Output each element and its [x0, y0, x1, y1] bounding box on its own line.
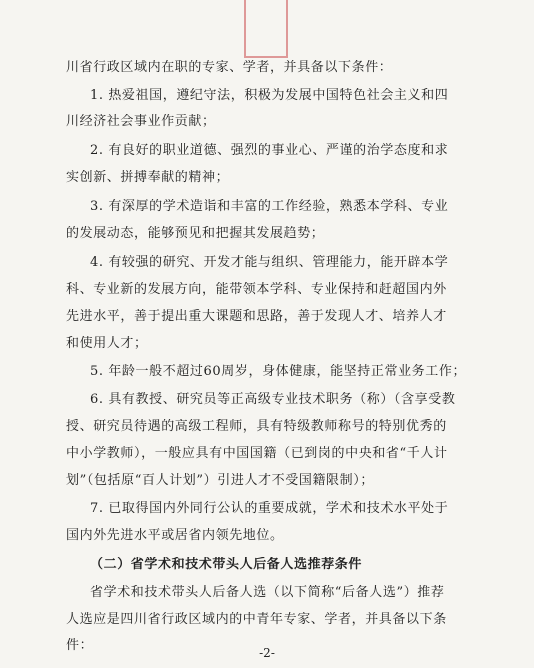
- text-line: 6. 具有教授、研究员等正高级专业技术职务（称）（含享受教: [90, 392, 456, 407]
- text-line: 川经济社会事业作贡献；: [66, 114, 216, 129]
- text-line: 授、研究员待遇的高级工程师，具有特级教师称号的特别优秀的: [66, 419, 447, 434]
- page-number: -2-: [259, 646, 275, 660]
- text-line: 先进水平，善于提出重大课题和思路，善于发现人才、培养人才: [66, 309, 447, 324]
- official-stamp: [244, 0, 288, 58]
- text-line: 人选应是四川省行政区域内的中青年专家、学者，并具备以下条: [66, 612, 447, 627]
- text-line: 国内外先进水平或居省内领先地位。: [66, 528, 284, 543]
- text-line: 4. 有较强的研究、开发才能与组织、管理能力，能开辟本学: [90, 255, 449, 270]
- text-line: 3. 有深厚的学术造诣和丰富的工作经验，熟悉本学科、专业: [90, 199, 449, 214]
- text-line: 划”（包括原“百人计划”）引进人才不受国籍限制）；: [66, 473, 374, 488]
- text-line: 2. 有良好的职业道德、强烈的事业心、严谨的治学态度和求: [90, 143, 449, 158]
- text-line: 实创新、拼搏奉献的精神；: [66, 170, 230, 185]
- text-line: 件：: [66, 638, 94, 653]
- text-line: 科、专业新的发展方向，能带领本学科、专业保持和赶超国内外: [66, 282, 447, 297]
- text-line: 中小学教师），一般应具有中国国籍（已到岗的中央和省“千人计: [66, 446, 448, 461]
- text-line: 和使用人才；: [66, 336, 148, 351]
- section-heading: （二）省学术和技术带头人后备人选推荐条件: [90, 557, 363, 572]
- text-line: 的发展动态，能够预见和把握其发展趋势；: [66, 226, 325, 241]
- text-line: 1. 热爱祖国，遵纪守法，积极为发展中国特色社会主义和四: [90, 88, 449, 103]
- text-line: 7. 已取得国内外同行公认的重要成就，学术和技术水平处于: [90, 501, 449, 516]
- text-line: 5. 年龄一般不超过60周岁，身体健康，能坚持正常业务工作；: [90, 364, 467, 379]
- text-line: 省学术和技术带头人后备人选（以下简称“后备人选”）推荐: [90, 585, 445, 600]
- text-line: 川省行政区域内在职的专家、学者，并具备以下条件：: [66, 60, 393, 75]
